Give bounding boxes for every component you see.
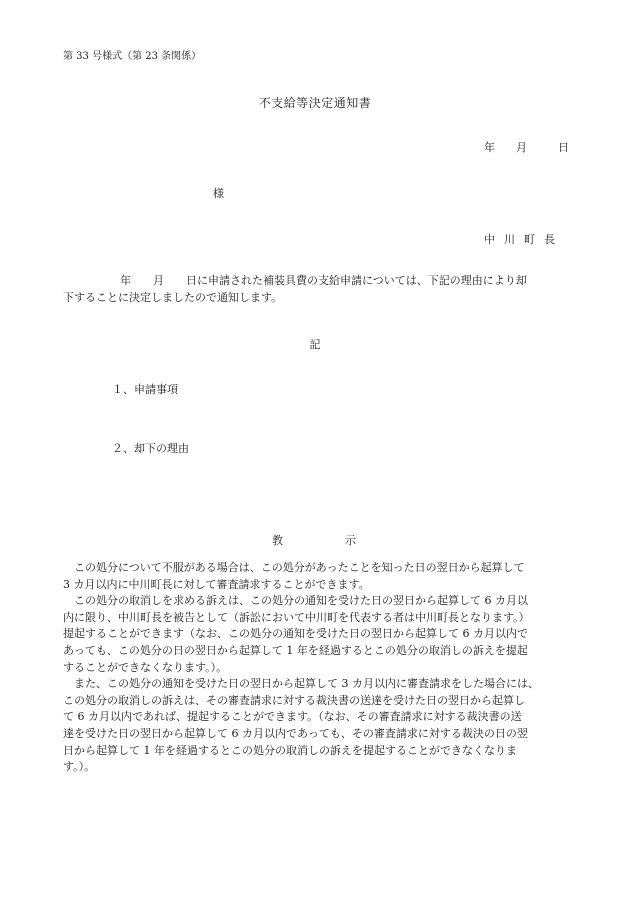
issuer-name: 中川町長: [484, 233, 564, 246]
intro-month-label: 月: [153, 274, 164, 287]
date-day-label: 日: [558, 141, 569, 154]
intro-line-1: [63, 272, 563, 289]
notice-line: することができなくなります。）。: [63, 660, 228, 674]
addressee-suffix: 様: [213, 187, 224, 200]
item-application-matter: １、申請事項: [112, 383, 178, 396]
kyouji-char-2: 示: [345, 534, 356, 547]
notice-line: この処分について不服がある場合は、この処分があったことを知った日の翌日から起算して: [63, 561, 525, 574]
notice-line: す。）。: [63, 760, 96, 774]
date-field: [484, 139, 569, 155]
notice-line: 提起することができます（なお、この処分の通知を受けた日の翌日から起算して 6 カ月以内で: [63, 627, 528, 641]
appeal-notice: [63, 560, 563, 776]
notice-line: この処分の取消しの訴えは、その審査請求に対する裁決書の送達を受けた日の翌日から起算し: [63, 693, 525, 707]
notice-line: て 6 カ月以内であれば、提起することができます。（なお、その審査請求に対する裁決書の送: [63, 710, 522, 724]
notice-line: 日から起算して 1 年を経過するとこの処分の取消しの訴えを提起することができなくなりま: [63, 743, 517, 757]
intro-line-1-text: 日に申請された補装具費の支給申請については、下記の理由により却: [186, 274, 527, 287]
notice-line: あっても、この処分の日の翌日から起算して 1 年を経過するとこの処分の取消しの訴えを提起: [63, 643, 528, 657]
intro-paragraph: [63, 272, 563, 306]
ki-heading: 記: [309, 338, 321, 351]
intro-line-2: 下することに決定しましたので通知します。: [63, 291, 283, 304]
kyouji-heading: [272, 532, 356, 548]
kyouji-char-1: 教: [272, 534, 283, 547]
date-year-label: 年: [484, 141, 495, 154]
intro-year-label: 年: [120, 274, 131, 287]
item-rejection-reason: ２、却下の理由: [112, 442, 189, 455]
notice-line: 内に限り、中川町長を被告として（訴訟において中川町を代表する者は中川町長となります。）: [63, 610, 530, 624]
date-month-label: 月: [516, 141, 527, 154]
form-number: 第 33 号様式（第 23 条関係）: [63, 51, 202, 62]
notice-line: また、この処分の通知を受けた日の翌日から起算して 3 カ月以内に審査請求をした場合には、: [63, 677, 539, 691]
notice-line: 3 カ月以内に中川町長に対して審査請求することができます。: [63, 577, 370, 591]
notice-line: 達を受けた日の翌日から起算して 6 カ月以内であっても、その審査請求に対する裁決の日の翌: [63, 726, 528, 740]
document-title: 不支給等決定通知書: [258, 96, 372, 110]
notice-line: この処分の取消しを求める訴えは、この処分の通知を受けた日の翌日から起算して 6 カ月以: [63, 594, 528, 608]
